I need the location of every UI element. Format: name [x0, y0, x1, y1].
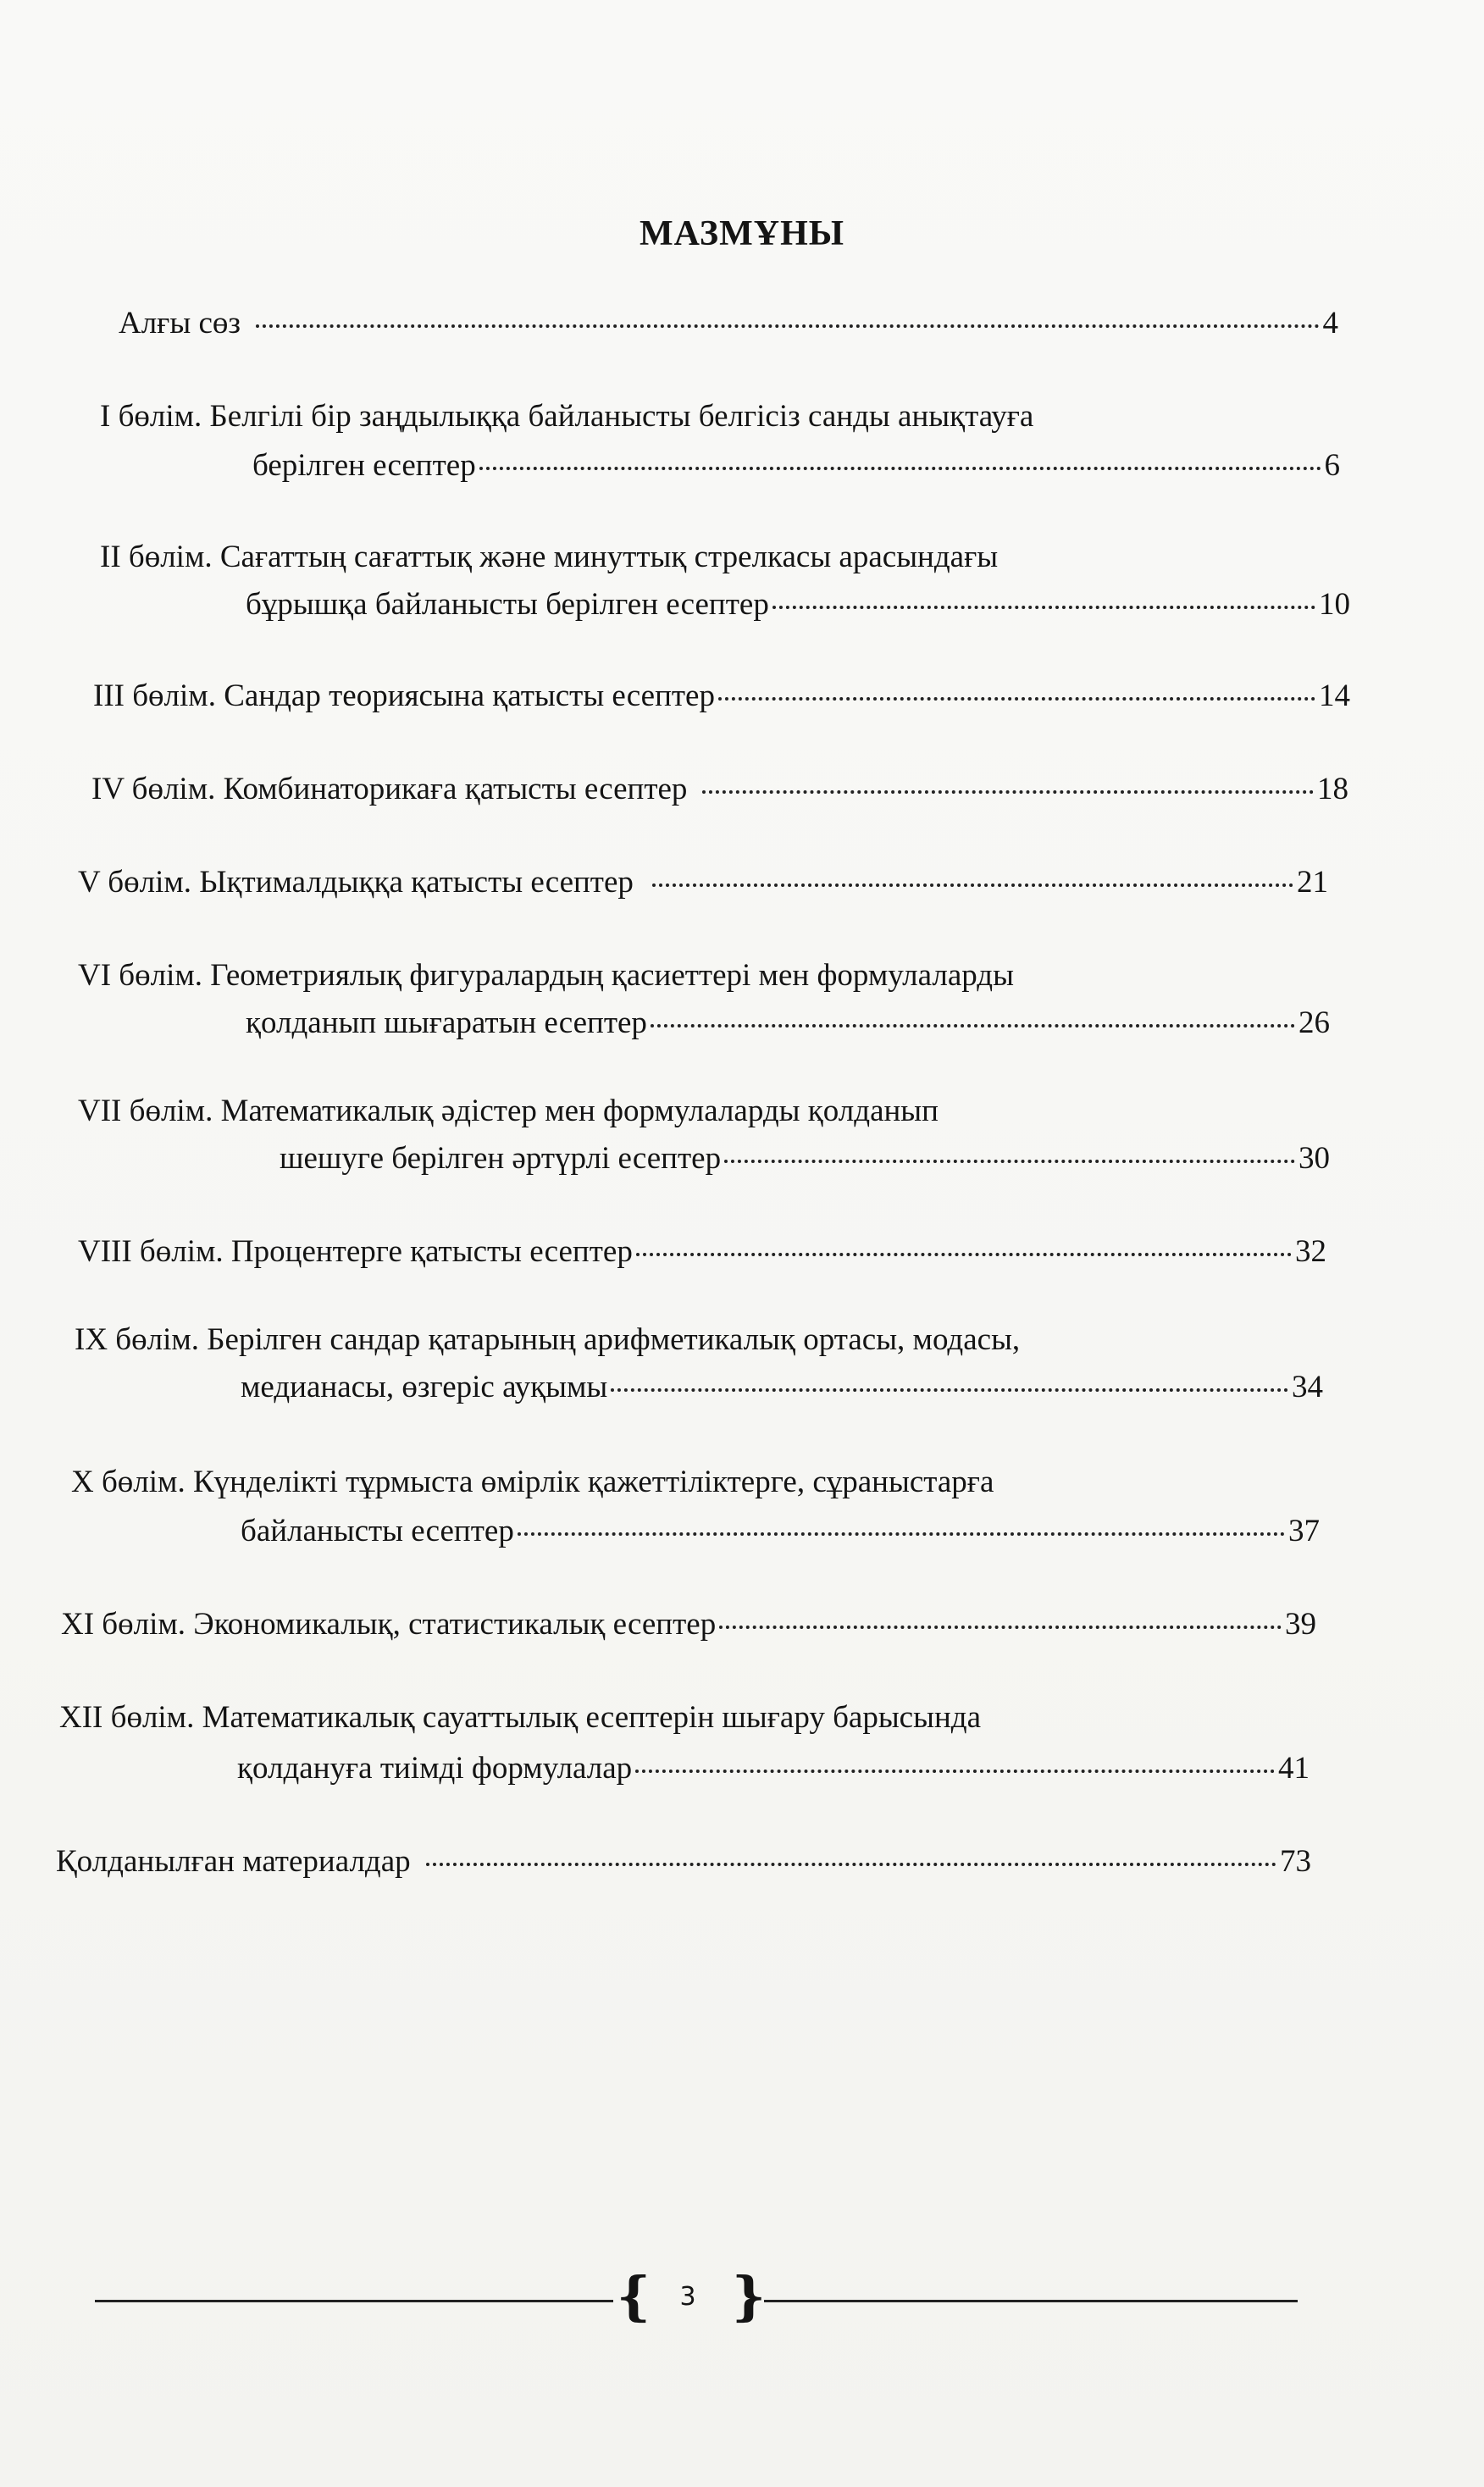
- toc-entry-page: 39: [1285, 1607, 1316, 1642]
- toc-entry: [61, 1606, 1316, 1648]
- toc-entry-title-cont: қолдануға тиімді формулалар: [237, 1751, 633, 1786]
- toc-leader-dots: [426, 1863, 1276, 1866]
- toc-entry-page: 37: [1288, 1514, 1320, 1548]
- right-bracket-icon: }: [732, 2265, 766, 2327]
- toc-entry-title: VIII бөлім. Процентерге қатысты есептер: [78, 1234, 633, 1269]
- toc-leader-dots: [636, 1253, 1292, 1256]
- toc-leader-dots: [719, 1626, 1282, 1629]
- toc-entry: [241, 1369, 1323, 1411]
- toc-entry-page: 6: [1324, 448, 1340, 483]
- toc-entry-title: III бөлім. Сандар теориясына қатысты есептер: [93, 679, 715, 713]
- toc-entry: [252, 447, 1340, 490]
- toc-leader-dots: [702, 790, 1314, 794]
- toc-leader-dots: [518, 1532, 1285, 1536]
- toc-leader-dots: [611, 1388, 1288, 1392]
- toc-leader-dots: [652, 883, 1293, 887]
- toc-entry-title: II бөлім. Сағаттың сағаттық және минуттық стрелкасы арасындағы: [100, 540, 999, 574]
- toc-entry-title-cont: медианасы, өзгеріс ауқымы: [241, 1370, 608, 1404]
- toc-leader-dots: [651, 1024, 1295, 1027]
- toc-entry: [91, 771, 1348, 813]
- toc-entry-page: 10: [1319, 587, 1350, 622]
- footer-rule-left: [95, 2300, 613, 2302]
- toc-entry: [246, 1005, 1330, 1047]
- toc-entry-page: 30: [1298, 1141, 1330, 1176]
- footer-rule-right: [764, 2300, 1298, 2302]
- toc-entry: [93, 678, 1350, 720]
- toc-leader-dots: [772, 606, 1315, 609]
- toc-entry: [56, 1843, 1311, 1886]
- toc-entry-page: 18: [1317, 772, 1348, 806]
- toc-entry-title-cont: шешуге берілген әртүрлі есептер: [280, 1141, 722, 1176]
- toc-entry: [237, 1750, 1310, 1792]
- toc-entry: [241, 1513, 1320, 1555]
- toc-entry-page: 73: [1280, 1844, 1311, 1879]
- toc-entry-title: V бөлім. Ықтималдыққа қатысты есептер: [78, 865, 634, 900]
- toc-entry-title: Алғы сөз: [119, 306, 241, 341]
- toc-entry-title: І бөлім. Белгілі бір заңдылыққа байланысты белгісіз санды анықтауға: [100, 399, 1034, 434]
- toc-leader-dots: [635, 1770, 1275, 1773]
- toc-entry-page: 41: [1278, 1751, 1310, 1786]
- left-bracket-icon: {: [617, 2265, 651, 2327]
- toc-entry-title: VI бөлім. Геометриялық фигуралардың қасиеттері мен формулаларды: [78, 958, 1014, 993]
- toc-entry-title: IV бөлім. Комбинаторикаға қатысты есептер: [91, 772, 688, 806]
- toc-entry-page: 14: [1319, 679, 1350, 713]
- toc-entry-page: 21: [1297, 865, 1328, 900]
- toc-entry-page: 26: [1298, 1005, 1330, 1040]
- toc-entry-title: XI бөлім. Экономикалық, статистикалық есептер: [61, 1607, 717, 1642]
- toc-leader-dots: [256, 324, 1319, 328]
- toc-entry-page: 4: [1322, 306, 1338, 341]
- toc-entry: [246, 586, 1350, 629]
- toc-entry-title-cont: қолданып шығаратын есептер: [246, 1005, 647, 1040]
- page-footer: [95, 2265, 1298, 2327]
- toc-entry-title: IX бөлім. Берілген сандар қатарының арифметикалық ортасы, модасы,: [75, 1322, 1021, 1357]
- toc-entry-title: Қолданылған материалдар: [56, 1844, 411, 1879]
- toc-entry-title: X бөлім. Күнделікті тұрмыста өмірлік қажеттіліктерге, сұраныстарға: [71, 1465, 994, 1499]
- toc-entry: [119, 305, 1338, 347]
- page-number: 3: [679, 2282, 696, 2312]
- toc-entry: [78, 1233, 1326, 1276]
- toc-leader-dots: [724, 1160, 1295, 1163]
- toc-leader-dots: [718, 697, 1315, 701]
- toc-entry-page: 34: [1292, 1370, 1323, 1404]
- toc-leader-dots: [479, 467, 1321, 470]
- toc-entry-title: XII бөлім. Математикалық сауаттылық есептерін шығару барысында: [59, 1700, 982, 1735]
- toc-entry-title-cont: бұрышқа байланысты берілген есептер: [246, 587, 769, 622]
- toc-entry-page: 32: [1295, 1234, 1326, 1269]
- toc-entry: [78, 864, 1328, 906]
- toc-entry-title-cont: берілген есептер: [252, 448, 476, 483]
- toc-entry-title-cont: байланысты есептер: [241, 1514, 514, 1548]
- toc-entry-title: VII бөлім. Математикалық әдістер мен формулаларды қолданып: [78, 1094, 939, 1128]
- page-title: МАЗМҰНЫ: [640, 214, 844, 253]
- toc-entry: [280, 1140, 1330, 1183]
